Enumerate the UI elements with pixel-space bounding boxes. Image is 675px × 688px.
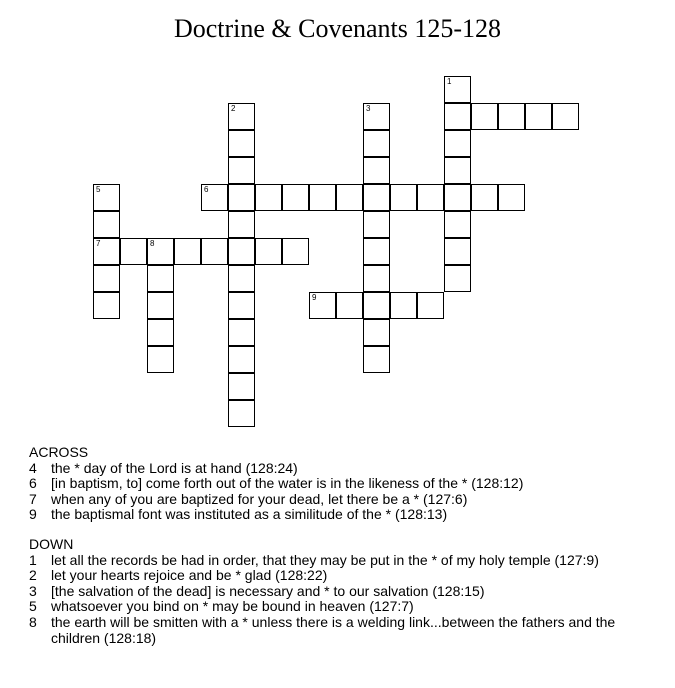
grid-cell[interactable] bbox=[93, 265, 120, 292]
cell-number: 1 bbox=[447, 77, 452, 86]
grid-cell[interactable] bbox=[228, 238, 255, 265]
page-title: Doctrine & Covenants 125-128 bbox=[173, 14, 502, 43]
clue-text: let your hearts rejoice and be * glad (128:22) bbox=[51, 567, 328, 584]
grid-cell[interactable] bbox=[282, 238, 309, 265]
grid-cell[interactable] bbox=[498, 184, 525, 211]
grid-cell[interactable] bbox=[93, 292, 120, 319]
grid-cell[interactable] bbox=[336, 292, 363, 319]
grid-cell[interactable] bbox=[417, 292, 444, 319]
cell-number: 3 bbox=[366, 104, 371, 113]
grid-cell[interactable] bbox=[228, 292, 255, 319]
clue-number: 9 bbox=[29, 506, 37, 523]
grid-cell[interactable] bbox=[147, 319, 174, 346]
grid-cell[interactable] bbox=[255, 184, 282, 211]
across-clue-list bbox=[29, 461, 649, 523]
grid-cell[interactable] bbox=[498, 103, 525, 130]
clue-text: when any of you are baptized for your dead, let there be a * (127:6) bbox=[51, 490, 468, 507]
clue-number: 4 bbox=[29, 459, 37, 476]
grid-cell[interactable] bbox=[363, 346, 390, 373]
clue-down-8 bbox=[29, 615, 649, 646]
clue-text: the earth will be smitten with a * unless there is a welding link...between the fathers and the children (128:18) bbox=[51, 613, 616, 646]
clue-down-2 bbox=[29, 568, 649, 584]
grid-cell[interactable] bbox=[309, 184, 336, 211]
grid-cell[interactable] bbox=[201, 238, 228, 265]
clue-down-3 bbox=[29, 584, 649, 600]
grid-cell[interactable] bbox=[444, 238, 471, 265]
clue-text: [the salvation of the dead] is necessary and * to our salvation (128:15) bbox=[51, 582, 485, 599]
grid-cell[interactable] bbox=[228, 157, 255, 184]
grid-cell[interactable] bbox=[228, 265, 255, 292]
clue-text: whatsoever you bind on * may be bound in heaven (127:7) bbox=[51, 598, 414, 615]
grid-cell[interactable] bbox=[444, 211, 471, 238]
across-heading: ACROSS bbox=[29, 444, 89, 460]
down-heading: DOWN bbox=[29, 535, 74, 552]
grid-cell[interactable] bbox=[336, 184, 363, 211]
grid-cell[interactable] bbox=[363, 292, 390, 319]
grid-cell[interactable] bbox=[444, 130, 471, 157]
clue-number: 1 bbox=[29, 551, 37, 568]
grid-cell[interactable] bbox=[120, 238, 147, 265]
cell-number: 9 bbox=[312, 293, 317, 302]
grid-cell[interactable] bbox=[444, 157, 471, 184]
grid-cell[interactable] bbox=[147, 265, 174, 292]
grid-cell[interactable] bbox=[444, 184, 471, 211]
grid-cell[interactable] bbox=[363, 103, 390, 130]
grid-cell[interactable] bbox=[228, 184, 255, 211]
clue-across-4 bbox=[29, 461, 649, 477]
clue-text: the * day of the Lord is at hand (128:24) bbox=[51, 459, 298, 476]
clue-number: 8 bbox=[29, 613, 37, 630]
cell-number: 5 bbox=[96, 185, 101, 194]
clue-text: let all the records be had in order, that they may be put in the * of my holy temple (127:9) bbox=[51, 551, 599, 568]
grid-cell[interactable] bbox=[147, 238, 174, 265]
grid-cell[interactable] bbox=[228, 130, 255, 157]
grid-cell[interactable] bbox=[201, 184, 228, 211]
grid-cell[interactable] bbox=[174, 238, 201, 265]
clue-down-5 bbox=[29, 599, 649, 615]
grid-cell[interactable] bbox=[309, 292, 336, 319]
grid-cell[interactable] bbox=[444, 265, 471, 292]
clue-across-9 bbox=[29, 507, 649, 523]
grid-cell[interactable] bbox=[390, 292, 417, 319]
grid-cell[interactable] bbox=[390, 184, 417, 211]
grid-cell[interactable] bbox=[417, 184, 444, 211]
clue-number: 2 bbox=[29, 567, 37, 584]
clue-number: 5 bbox=[29, 598, 37, 615]
cell-number: 8 bbox=[150, 239, 155, 248]
grid-cell[interactable] bbox=[228, 346, 255, 373]
clue-number: 3 bbox=[29, 582, 37, 599]
grid-cell[interactable] bbox=[147, 346, 174, 373]
grid-cell[interactable] bbox=[471, 184, 498, 211]
grid-cell[interactable] bbox=[93, 184, 120, 211]
clue-across-6 bbox=[29, 476, 649, 492]
grid-cell[interactable] bbox=[444, 103, 471, 130]
grid-cell[interactable] bbox=[363, 238, 390, 265]
grid-cell[interactable] bbox=[93, 238, 120, 265]
grid-cell[interactable] bbox=[228, 373, 255, 400]
cell-number: 7 bbox=[96, 239, 101, 248]
grid-cell[interactable] bbox=[525, 103, 552, 130]
clue-number: 7 bbox=[29, 490, 37, 507]
cell-number: 6 bbox=[204, 185, 209, 194]
grid-cell[interactable] bbox=[363, 157, 390, 184]
grid-cell[interactable] bbox=[228, 319, 255, 346]
grid-cell[interactable] bbox=[363, 265, 390, 292]
clue-across-7 bbox=[29, 492, 649, 508]
grid-cell[interactable] bbox=[228, 400, 255, 427]
clue-number: 6 bbox=[29, 475, 37, 492]
grid-cell[interactable] bbox=[93, 211, 120, 238]
grid-cell[interactable] bbox=[228, 103, 255, 130]
grid-cell[interactable] bbox=[228, 211, 255, 238]
grid-cell[interactable] bbox=[471, 103, 498, 130]
grid-cell[interactable] bbox=[147, 292, 174, 319]
grid-cell[interactable] bbox=[282, 184, 309, 211]
grid-cell[interactable] bbox=[363, 319, 390, 346]
clue-text: [in baptism, to] come forth out of the water is in the likeness of the * (128:12) bbox=[51, 475, 524, 492]
grid-cell[interactable] bbox=[363, 211, 390, 238]
grid-cell[interactable] bbox=[444, 76, 471, 103]
grid-cell[interactable] bbox=[255, 238, 282, 265]
grid-cell[interactable] bbox=[363, 130, 390, 157]
clue-down-1 bbox=[29, 553, 649, 569]
clues-section bbox=[29, 445, 649, 646]
cell-number: 2 bbox=[231, 104, 236, 113]
clue-text: the baptismal font was instituted as a similitude of the * (128:13) bbox=[51, 506, 448, 523]
grid-cell[interactable] bbox=[552, 103, 579, 130]
grid-cell[interactable] bbox=[363, 184, 390, 211]
